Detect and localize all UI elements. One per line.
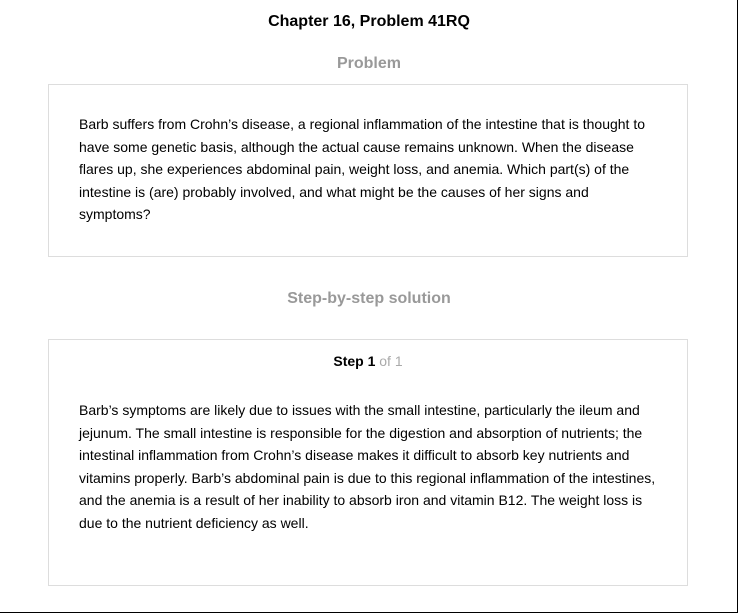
page-title: Chapter 16, Problem 41RQ (268, 13, 470, 30)
step-total: of 1 (379, 353, 403, 369)
step-number: Step 1 (333, 353, 376, 369)
problem-text: Barb suffers from Crohn’s disease, a regional inflammation of the intestine that is thought to have some genetic basis, although the actual cause remains unknown. When the disease flares up, she experiences abdominal pain, weight loss, and anemia. Which part(s) of the intestine is (are) probably involved, and what might be the causes of her signs and symptoms? (79, 116, 646, 222)
problem-card (48, 84, 688, 257)
solution-text: Barb’s symptoms are likely due to issues with the small intestine, particularly the ileum and jejunum. The small intestine is responsible for the digestion and absorption of nutrients; the intestinal inflammation from Crohn’s disease makes it difficult to absorb key nutrients and vitamins properly. Barb’s abdominal pain is due to this regional inflammation of the intestines, and the anemia is a result of her inability to absorb iron and vitamin B12. The weight loss is due to the nutrient deficiency as well. (79, 402, 656, 531)
solution-card (48, 339, 688, 586)
solution-heading: Step-by-step solution (287, 290, 451, 307)
step-indicator (49, 352, 687, 370)
problem-heading: Problem (336, 55, 401, 72)
